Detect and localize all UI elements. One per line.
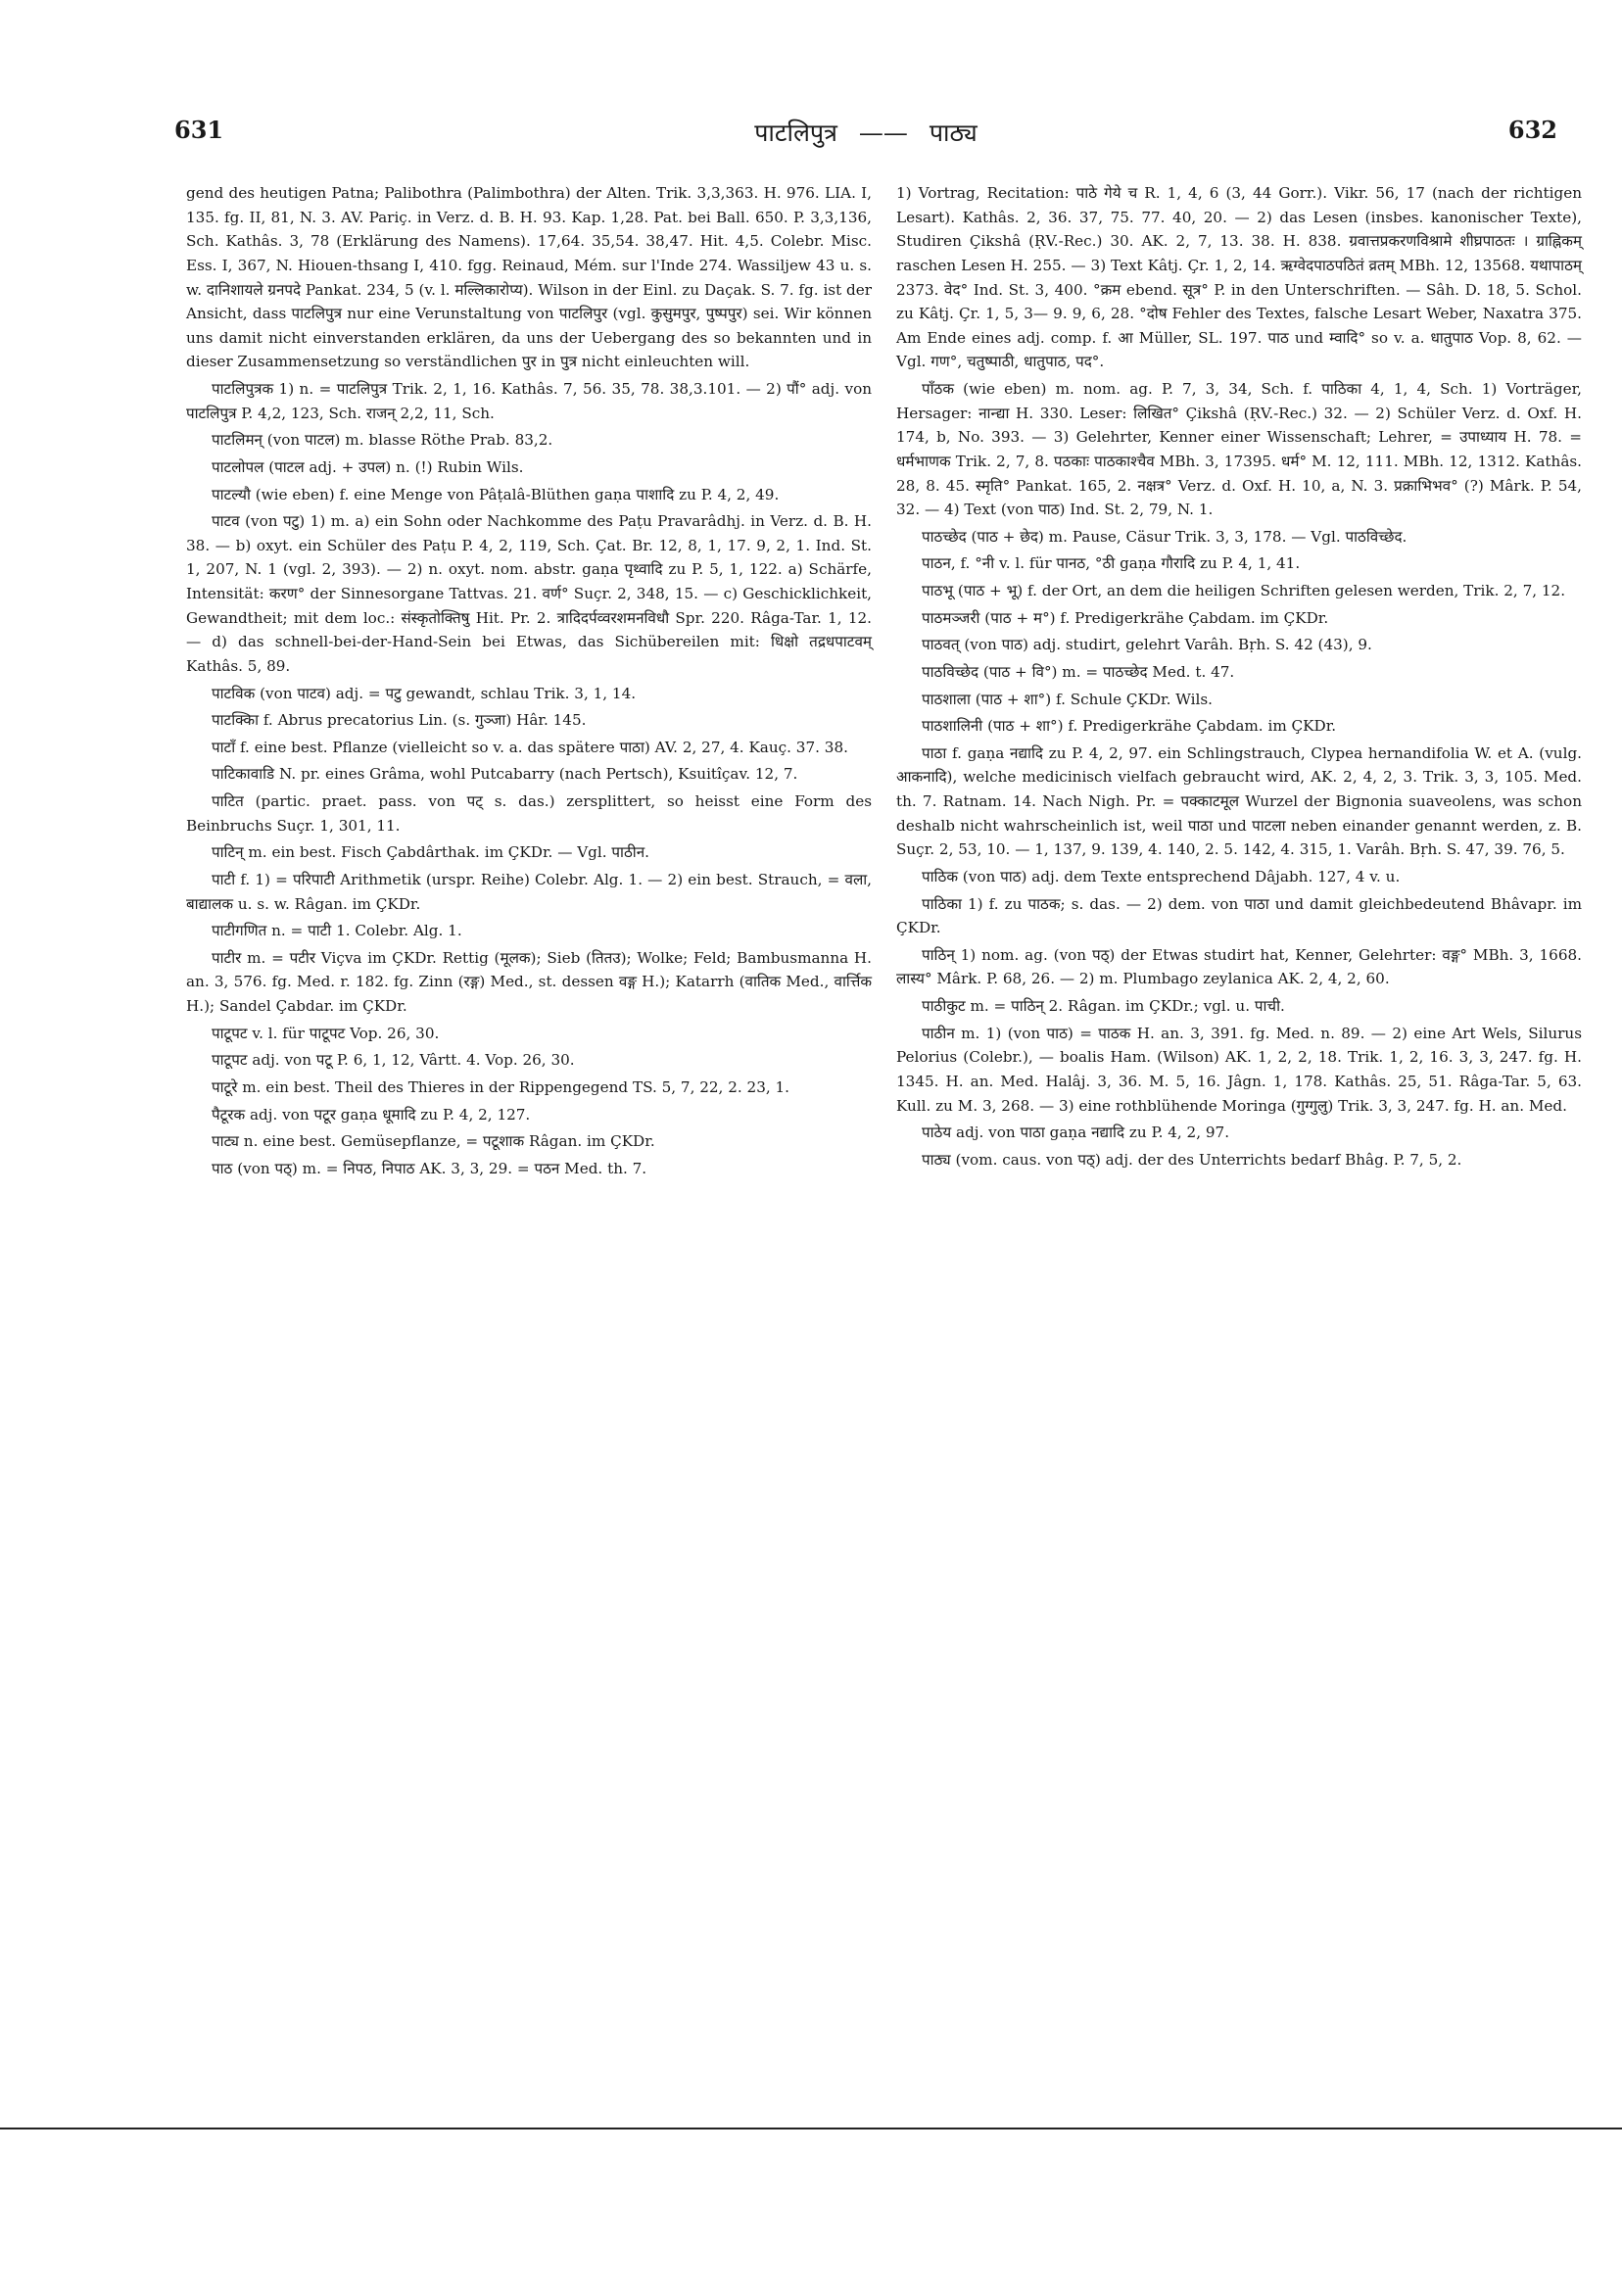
left-column [186, 181, 872, 1183]
dictionary-entry: पाठ (von पठ्) m. = निपठ, निपाठ AK. 3, 3, 29. = पठन Med. th. 7. [212, 1159, 647, 1177]
dictionary-entry: पाठा f. gaṇa नद्यादि zu P. 4, 2, 97. ein Schlingstrauch, Clypea hernandifolia W. et A. (vulg. आकनादि), welche medicinisch vielfach gebraucht wird, AK. 2, 4, 2, 3. Trik. 3, 3, 105. Med. th. 7. Ratnam. 14. Nach Nigh. Pr. = पक्काटमूल Wurzel der Bignonia suaveolens, was schon deshalb nicht wahrscheinlich ist, weil पाठा und पाटला neben einander genannt werden, z. B. Suçr. 2, 53, 10. — 1, 137, 9. 139, 4. 140, 2. 5. 142, 4. 315, 1. Varâh. Bṛh. S. 47, 39. 76, 5. [896, 743, 1582, 859]
dictionary-entry: पाटीगणित n. = पाटी 1. Colebr. Alg. 1. [212, 922, 462, 940]
dictionary-entry: पाटित (partic. praet. pass. von पट् s. das.) zersplittert, so heisst eine Form des Beinbruchs Suçr. 1, 301, 11. [186, 792, 872, 835]
dictionary-entry: पाठशाला (पाठ + शा°) f. Schule ÇKDr. Wils. [922, 690, 1213, 708]
continued-entry: 1) Vortrag, Recitation: पाठे गेये च R. 1, 4, 6 (3, 44 Gorr.). Vikr. 56, 17 (nach der richtigen Lesart). Kathâs. 2, 36. 37, 75. 77. 40, 20. — 2) das Lesen (insbes. kanonischer Texte), Studiren Çikshâ (ṚV.-Rec.) 30. AK. 2, 7, 13. 38. H. 838. ग्रवात्तप्रकरणविश्रामे शीघ्रपाठतः । ग्राह्निकम् raschen Lesen H. 255. — 3) Text Kâtj. Çr. 1, 2, 14. ऋग्वेदपाठपठितं व्रतम् MBh. 12, 13568. यथापाठम् 2373. वेद° Ind. St. 3, 400. °क्रम ebend. सूत्र° P. in den Unterschriften. — Sâh. D. 18, 5. Schol. zu Kâtj. Çr. 1, 5, 3— 9. 9, 6, 28. °दोष Fehler des Textes, falsche Lesart Weber, Naxatra 375. Am Ende eines adj. comp. f. आ Müller, SL. 197. पाठ und म्वादि° so v. a. धातुपाठ Vop. 8, 62. — Vgl. गण°, चतुष्पाठी, धातुपाठ, पद°. [896, 184, 1582, 371]
dictionary-entry: पैटूरक adj. von पटूर gaṇa धूमादि zu P. 4, 2, 127. [212, 1105, 531, 1124]
dictionary-entry: पाठ्य (vom. caus. von पठ्) adj. der des Unterrichts bedarf Bhâg. P. 7, 5, 2. [922, 1150, 1462, 1169]
continued-entry: gend des heutigen Patna; Palibothra (Palimbothra) der Alten. Trik. 3,3,363. H. 976. LIA. I, 135. fg. II, 81, N. 3. AV. Pariç. in Verz. d. B. H. 93. Kap. 1,28. Pat. bei Ball. 650. P. 3,3,136, Sch. Kathâs. 3, 78 (Erklärung des Namens). 17,64. 35,54. 38,47. Hit. 4,5. Colebr. Misc. Ess. I, 367, N. Hiouen-thsang I, 410. fgg. Reinaud, Mém. sur l'Inde 274. Wassiljew 43 u. s. w. दानिशायले ग्रनपदे Pankat. 234, 5 (v. l. मल्लिकारोप्य). Wilson in der Einl. zu Daçak. S. 7. fg. ist der Ansicht, dass पाटलिपुत्र nur eine Verunstaltung von पाटलिपुर (vgl. कुसुमपुर, पुष्पपुर) sei. Wir können uns damit nicht einverstanden erklären, da uns der Uebergang des so bekannten und in dieser Zusammensetzung so verständlichen पुर in पुत्र nicht einleuchten will. [186, 184, 872, 371]
dictionary-entry: पाटव (von पटु) 1) m. a) ein Sohn oder Nachkomme des Paṭu Pravarâdhj. in Verz. d. B. H. 38. — b) oxyt. ein Schüler des Paṭu P. 4, 2, 119, Sch. Çat. Br. 12, 8, 1, 17. 9, 2, 1. Ind. St. 1, 207, N. 1 (vgl. 2, 393). — 2) n. oxyt. nom. abstr. gaṇa पृथ्वादि zu P. 5, 1, 122. a) Schärfe, Intensität: करण° der Sinnesorgane Tattvas. 21. वर्ण° Suçr. 2, 348, 15. — c) Geschicklichkeit, Gewandtheit; mit dem loc.: संस्कृतोक्तिषु Hit. Pr. 2. त्रादिदर्पव्वरशमनविधौ Spr. 220. Râga-Tar. 1, 12. — d) das schnell-bei-der-Hand-Sein bei Etwas, das Sichübereilen mit: धिक्षो तद्रधपाटवम् Kathâs. 5, 89. [186, 512, 872, 675]
dictionary-entry: पाटलिमन् (von पाटल) m. blasse Röthe Prab. 83,2. [212, 431, 553, 450]
dictionary-entry: पाटिन् m. ein best. Fisch Çabdârthak. im ÇKDr. — Vgl. पाठीन. [212, 843, 649, 862]
right-column [896, 181, 1582, 1174]
page-number-left: 631 [174, 116, 224, 144]
dictionary-entry: पाठभू (पाठ + भू) f. der Ort, an dem die heiligen Schriften gelesen werden, Trik. 2, 7, 12. [922, 582, 1566, 599]
running-title [174, 116, 1557, 149]
dictionary-entry: पाँठक (wie eben) m. nom. ag. P. 7, 3, 34, Sch. f. पाठिका 4, 1, 4, Sch. 1) Vorträger, Hersager: नान्द्या H. 330. Leser: लिखित° Çikshâ (ṚV.-Rec.) 32. — 2) Schüler Verz. d. Oxf. H. 174, b, No. 393. — 3) Gelehrter, Kenner einer Wissenschaft; Lehrer, = उपाध्याय H. 78. = धर्मभाणक Trik. 2, 7, 8. पठकाः पाठकाश्चैव MBh. 3, 17395. धर्म° M. 12, 111. MBh. 12, 1312. Kathâs. 28, 8. 45. स्मृति° Pankat. 165, 2. नक्षत्र° Verz. d. Oxf. H. 10, a, N. 3. प्रक्राभिभव° (?) Mârk. P. 54, 32. — 4) Text (von पाठ) Ind. St. 2, 79, N. 1. [896, 380, 1582, 519]
dictionary-entry: पाठिका 1) f. zu पाठक; s. das. — 2) dem. von पाठा und damit gleichbedeutend Bhâvapr. im ÇKDr. [896, 894, 1582, 937]
dictionary-entry: पाटाँ f. eine best. Pflanze (vielleicht so v. a. das spätere पाठा) AV. 2, 27, 4. Kauç. 37. 38. [212, 738, 848, 756]
running-title-last-word: पाठ्य [929, 119, 978, 147]
dictionary-entry: पाटी f. 1) = परिपाटी Arithmetik (urspr. Reihe) Colebr. Alg. 1. — 2) ein best. Strauch, = वला, बाद्यालक u. s. w. Râgan. im ÇKDr. [186, 870, 872, 913]
dictionary-entry: पाटूपट adj. von पटू P. 6, 1, 12, Vârtt. 4. Vop. 26, 30. [212, 1051, 575, 1070]
dictionary-entry: पाठिन् 1) nom. ag. (von पठ्) der Etwas studirt hat, Kenner, Gelehrter: वङ्ग° MBh. 3, 1668. लास्य° Mârk. P. 68, 26. — 2) m. Plumbago zeylanica AK. 2, 4, 2, 60. [896, 945, 1582, 988]
dictionary-entry: पाठविच्छेद (पाठ + वि°) m. = पाठच्छेद Med. t. 47. [922, 662, 1235, 681]
dictionary-entry: पाठिक (von पाठ) adj. dem Texte entsprechend Dâjabh. 127, 4 v. u. [922, 867, 1401, 885]
dictionary-entry: पाठशालिनी (पाठ + शा°) f. Predigerkrähe Çabdam. im ÇKDr. [922, 717, 1337, 736]
dictionary-entry: पाठीकुट m. = पाठिन् 2. Râgan. im ÇKDr.; vgl. u. पाची. [922, 997, 1285, 1015]
dictionary-entry: पाट्य n. eine best. Gemüsepflanze, = पटूशाक Râgan. im ÇKDr. [212, 1132, 655, 1151]
dictionary-entry: पाटिकावाडि N. pr. eines Grâma, wohl Putcabarry (nach Pertsch), Ksuitîçav. 12, 7. [212, 765, 798, 784]
dictionary-entry: पाटीर m. = पटीर Viçva im ÇKDr. Rettig (मूलक); Sieb (तितउ); Wolke; Feld; Bambusmanna H. an. 3, 576. fg. Med. r. 182. fg. Zinn (रङ्ग) Med., st. dessen वङ्ग H.); Katarrh (वातिक Med., वार्त्तिक H.); Sandel Çabdar. im ÇKDr. [186, 948, 872, 1015]
dictionary-entry: पाटलिपुत्रक 1) n. = पाटलिपुत्र Trik. 2, 1, 16. Kathâs. 7, 56. 35, 78. 38,3.101. — 2) पौं° adj. von पाटलिपुत्र P. 4,2, 123, Sch. राजन् 2,2, 11, Sch. [186, 380, 872, 422]
dictionary-entry: पाठच्छेद (पाठ + छेद) m. Pause, Cäsur Trik. 3, 3, 178. — Vgl. पाठविच्छेद. [922, 527, 1407, 546]
dictionary-entry: पाठीन m. 1) (von पाठ) = पाठक H. an. 3, 391. fg. Med. n. 89. — 2) eine Art Wels, Silurus Pelorius (Colebr.), — boalis Ham. (Wilson) AK. 1, 2, 2, 18. Trik. 1, 2, 16. 3, 3, 247. fg. H. 1345. H. an. Med. Halâj. 3, 36. M. 5, 16. Jâgn. 1, 178. Kathâs. 25, 51. Râga-Tar. 5, 63. Kull. zu M. 3, 268. — 3) eine rothblühende Moringa (गुग्गुलु) Trik. 3, 3, 247. fg. H. an. Med. [896, 1024, 1582, 1115]
dictionary-entry: पाठवत् (von पाठ) adj. studirt, gelehrt Varâh. Bṛh. S. 42 (43), 9. [922, 636, 1372, 654]
page-header [174, 116, 1557, 155]
dictionary-entry: पाटूरे m. ein best. Theil des Thieres in der Rippengegend TS. 5, 7, 22, 2. 23, 1. [212, 1077, 790, 1096]
running-title-first-word: पाटलिपुत्र [754, 119, 837, 147]
dictionary-entry: पाटल्यौ (wie eben) f. eine Menge von Pâṭalâ-Blüthen gaṇa पाशादि zu P. 4, 2, 49. [212, 485, 780, 503]
dictionary-entry: पाटलोपल (पाटल adj. + उपल) n. (!) Rubin Wils. [212, 457, 524, 476]
dictionary-entry: पाठेय adj. von पाठा gaṇa नद्यादि zu P. 4, 2, 97. [922, 1124, 1230, 1142]
page-number-right: 632 [1507, 116, 1557, 144]
running-title-dash: —— [858, 119, 908, 147]
dictionary-entry: पाठमञ्जरी (पाठ + म°) f. Predigerkrähe Çabdam. im ÇKDr. [922, 608, 1329, 627]
dictionary-entry: पाठन, f. °नी v. l. für पानठ, °ठी gaṇa गौरादि zu P. 4, 1, 41. [922, 554, 1301, 573]
dictionary-entry: पाटविक (von पाटव) adj. = पटु gewandt, schlau Trik. 3, 1, 14. [212, 684, 637, 702]
footer-rule [0, 2128, 1622, 2129]
dictionary-entry: पाटूपट v. l. für पाटूपट Vop. 26, 30. [212, 1024, 440, 1042]
dictionary-entry: पाटक्किा f. Abrus precatorius Lin. (s. गुञ्जा) Hâr. 145. [212, 711, 587, 730]
